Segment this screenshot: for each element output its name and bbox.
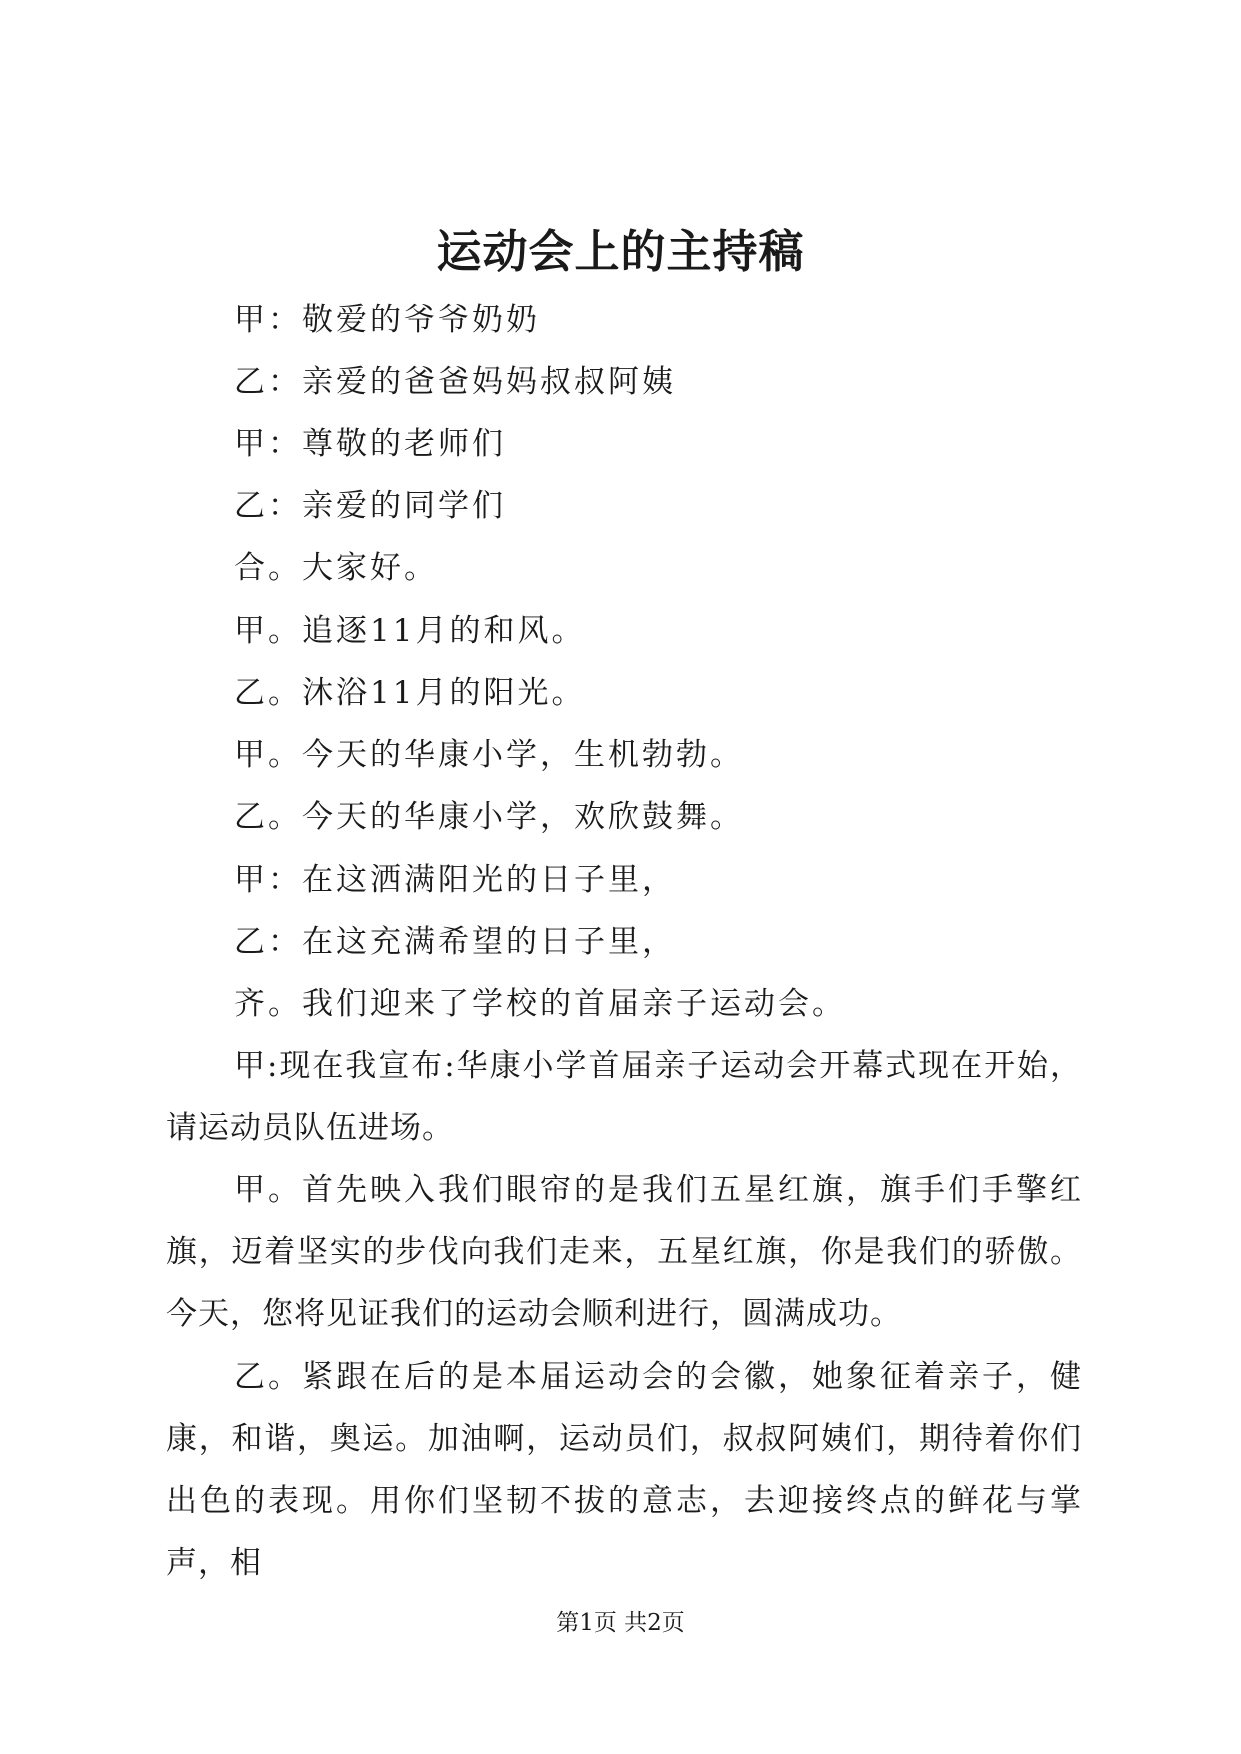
- body-paragraph: 乙。紧跟在后的是本届运动会的会徽，她象征着亲子，健康，和谐，奥运。加油啊，运动员们，叔叔阿姨们，期待着你们出色的表现。用你们坚韧不拔的意志，去迎接终点的鲜花与掌声，相: [166, 1359, 1082, 1581]
- page-footer: 第1页 共2页: [556, 1610, 685, 1636]
- script-line: 乙：亲爱的同学们: [234, 488, 506, 524]
- script-line: 乙。今天的华康小学，欢欣鼓舞。: [234, 799, 744, 835]
- script-line: 甲：敬爱的爷爷奶奶: [234, 302, 540, 338]
- body-paragraph: 甲。首先映入我们眼帘的是我们五星红旗，旗手们手擎红旗，迈着坚实的步伐向我们走来，五星红旗，你是我们的骄傲。今天，您将见证我们的运动会顺利进行，圆满成功。: [166, 1172, 1082, 1332]
- script-line: 甲：尊敬的老师们: [234, 426, 506, 462]
- script-line: 甲。今天的华康小学，生机勃勃。: [234, 737, 744, 773]
- script-line: 合。大家好。: [234, 550, 438, 586]
- script-line: 乙：在这充满希望的日子里，: [234, 924, 676, 960]
- script-line: 齐。我们迎来了学校的首届亲子运动会。: [234, 986, 846, 1022]
- script-line: 乙。沐浴11月的阳光。: [234, 675, 586, 711]
- page-title: 运动会上的主持稿: [436, 225, 805, 278]
- body-paragraph: 甲:现在我宣布:华康小学首届亲子运动会开幕式现在开始，请运动员队伍进场。: [166, 1048, 1082, 1146]
- script-line: 甲：在这洒满阳光的日子里，: [234, 862, 676, 898]
- script-line: 乙：亲爱的爸爸妈妈叔叔阿姨: [234, 364, 676, 400]
- script-line: 甲。追逐11月的和风。: [234, 613, 586, 649]
